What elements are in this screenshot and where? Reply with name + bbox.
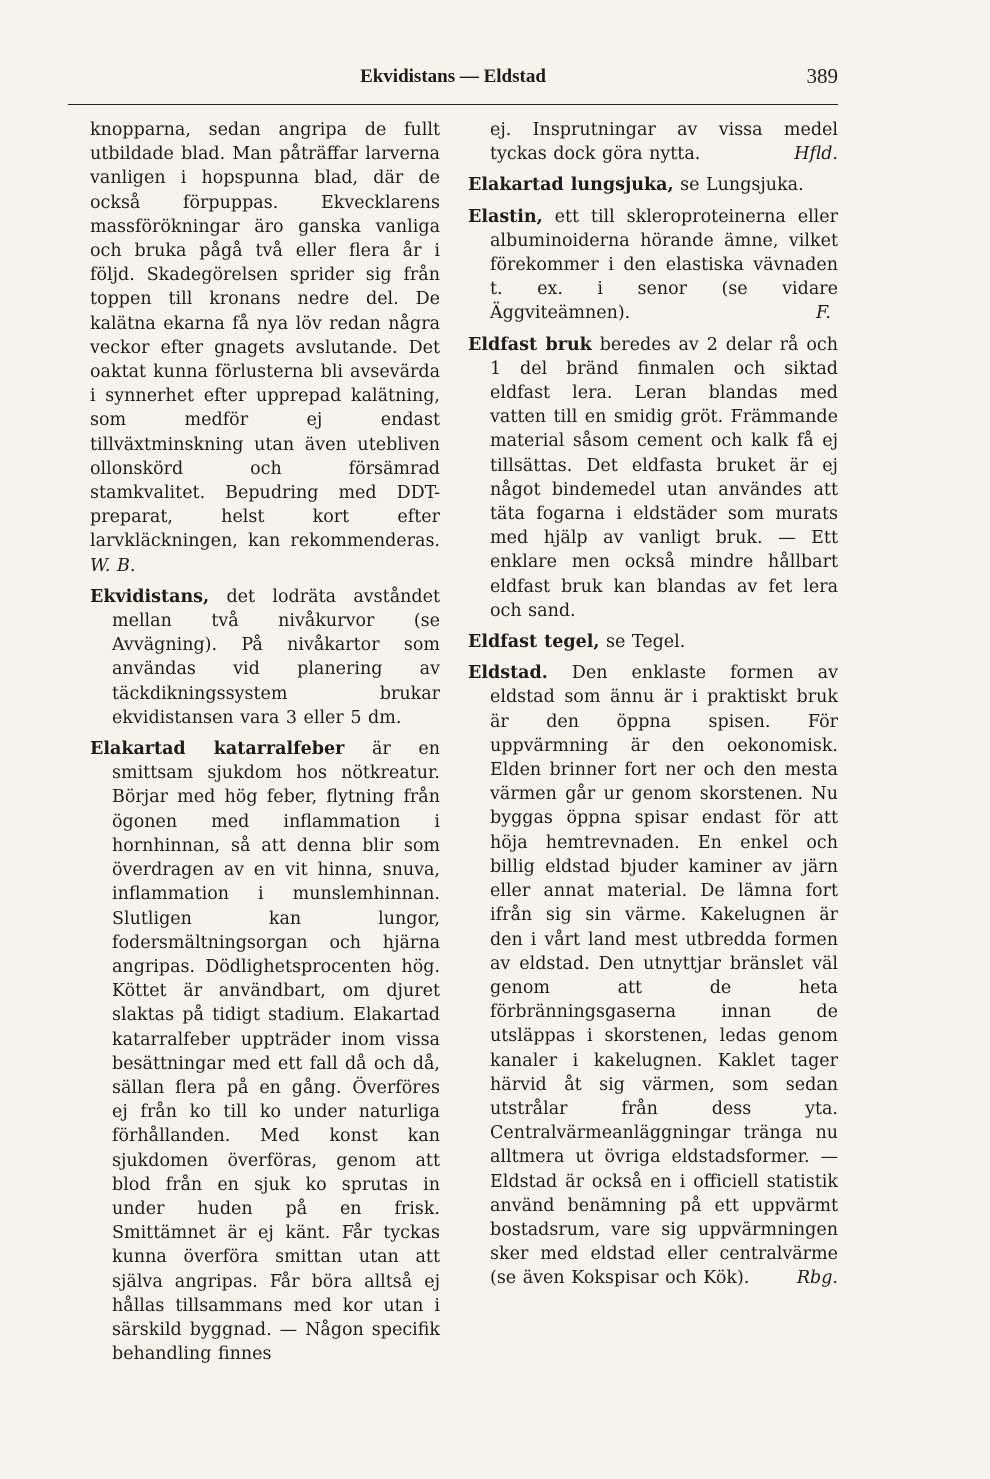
author-signature: Rbg.: [796, 1268, 838, 1289]
entry-definition: beredes av 2 delar rå och 1 del bränd finmalen och siktad eldfast lera. Leran blandas med vatten till en smidig gröt. Främmande material såsom cement och kalk få ej tillsättas. Det eldfasta bruket är ej något bindemedel utan användes att täta fogarna i eldstäder som murats med hjälp av vanligt bruk. — Ett enklare men också mindre hållbart eldfast bruk kan blandas av fet lera och sand.: [490, 334, 838, 621]
entry-definition: ett till skleroproteinerna eller albuminoiderna hörande ämne, vilket förekommer i den elastiska vävnaden t. ex. i senor (se vidare Äggviteämnen).: [490, 206, 838, 324]
entry-term: Elakartad lungsjuka,: [468, 175, 674, 196]
entry-eldfast-tegel: [468, 630, 838, 654]
entry-elastin: Elastin, ett till skleroproteinerna eller albuminoiderna hörande ämne, vilket förekommer i den elastiska vävnaden t. ex. i senor (se vidare Äggviteämnen). F.: [468, 206, 838, 324]
entry-eldfast-bruk: [468, 333, 838, 623]
entry-term: Ekvidistans,: [90, 586, 210, 607]
continuation-body: knopparna, sedan angripa de fullt utbildade blad. Man påträffar larverna vanligen i hopspunna blad, där de också förpuppas. Ekvecklarens massförökningar äro ganska vanliga och bruka pågå två eller flera år i följd. Skadegörelsen sprider sig från toppen till kronans nedre del. De kalätna ekarna få nya löv redan några veckor efter gnagets avslutande. Det oaktat kunna förlusterna bli avsevärda i synnerhet efter upprepad kalätning, som medför ej endast tillväxtminskning utan även utebliven ollonskörd och försämrad stamkvalitet. Bepudring med DDT-preparat, helst kort efter larvkläckningen, kan rekommenderas.: [90, 120, 440, 552]
entry-elakartad-lungsjuka: [468, 173, 838, 197]
entry-term: Eldfast bruk: [468, 334, 592, 355]
entry-term: Elakartad katarralfeber: [90, 739, 345, 760]
continuation-body: ej. Insprutningar av vissa medel tyckas dock göra nytta.: [490, 120, 838, 165]
entry-ekvidistans: [90, 585, 440, 730]
continuation-text: [468, 118, 838, 166]
right-column: [468, 118, 838, 1298]
entry-eldstad: [468, 661, 838, 1290]
entry-term: Eldfast tegel,: [468, 632, 600, 653]
entry-definition: är en smittsam sjukdom hos nötkreatur. Börjar med hög feber, flytning från ögonen med inflammation i hornhinnan, så att denna blir som överdragen av en vit hinna, snuva, inflammation i munslemhinnan. Slutligen kan lungor, fodersmältningsorgan och hjärna angripas. Dödlighetsprocenten hög. Köttet är användbart, om djuret slaktas på tidigt stadium. Elakartad katarralfeber uppträder inom vissa besättningar med ett fall då och då, sällan flera på en gång. Överföres ej från ko till ko under naturliga förhållanden. Med konst kan sjukdomen överföras, genom att blod från en sjuk ko sprutas in under huden på en frisk. Smittämnet är ej känt. Får tyckas kunna överföra smittan utan att själva angripas. Får böra alltså ej hållas tillsammans med kor utan i särskild byggnad. — Någon specifik behandling finnes: [112, 739, 440, 1365]
running-head: Ekvidistans — Eldstad: [360, 66, 546, 87]
left-column: [90, 118, 440, 1373]
entry-definition: se Tegel.: [599, 632, 686, 653]
entry-elakartad-katarralfeber: [90, 737, 440, 1366]
continuation-text: [90, 118, 440, 578]
entry-definition: Den enklaste formen av eldstad som ännu är i praktiskt bruk är den öppna spisen. För uppvärmning är den oekonomisk. Elden brinner fort ner och den mesta värmen går ur genom skorstenen. Nu byggas öppna spisar endast för att höja hemtrevnaden. En enkel och billig eldstad bjuder kaminer av järn eller annat material. De lämna fort ifrån sig sin värme. Kakelugnen är den i vårt land mest utbredda formen av eldstad. Den utnyttjar bränslet väl genom att de heta förbränningsgaserna innan de utsläppas i skorstenen, ledas genom kanaler i kakelugnen. Kaklet tager härvid åt sig värmen, som sedan utstrålar från dess yta. Centralvärmeanläggningar tränga nu alltmera ut övriga eldstadsformer. — Eldstad är också en i officiell statistik använd benämning på ett uppvärmt bostadsrum, vare sig uppvärmningen sker med eldstad eller centralvärme (se även Kokspisar och Kök).: [490, 663, 838, 1289]
header-rule: [68, 104, 838, 105]
entry-term: Eldstad.: [468, 663, 548, 684]
page-header: [68, 62, 838, 96]
entry-definition: det lodräta avståndet mellan två nivåkurvor (se Avvägning). På nivåkartor som användas vid planering av täckdikningssystem brukar ekvidistansen vara 3 eller 5 dm.: [112, 586, 440, 728]
entry-term: Elastin,: [468, 206, 543, 227]
author-signature: Hfld.: [794, 144, 838, 165]
entry-definition: se Lungsjuka.: [673, 175, 804, 196]
author-signature: W. B.: [90, 555, 136, 576]
page-number: 389: [806, 64, 838, 88]
